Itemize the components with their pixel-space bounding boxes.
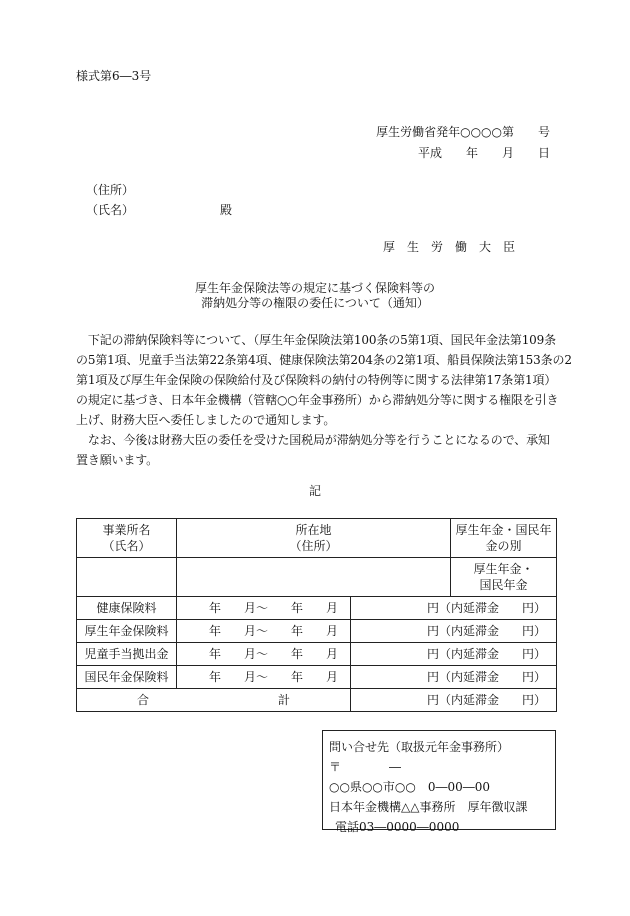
header-location-line2: （住所）: [289, 539, 338, 553]
row-amount: 円（内延滞金 円）: [351, 643, 557, 666]
type-value: [451, 558, 557, 597]
issuer: 厚 生 労 働 大 臣: [383, 240, 516, 254]
table-row: [77, 597, 557, 620]
type-value-line2: 国民年金: [479, 578, 528, 592]
body-line: 第1項及び厚生年金保険の保険給付及び保険料の納付の特例等に関する法律第17条第1項）: [76, 373, 557, 387]
header-location-line1: 所在地: [295, 523, 332, 537]
row-period: 年 月～ 年 月: [177, 643, 351, 666]
header-location: [177, 519, 451, 558]
type-value-line1: 厚生年金・: [473, 562, 534, 576]
table-row: [77, 620, 557, 643]
header-type: [451, 519, 557, 558]
location-value: [177, 558, 451, 597]
body-line: 下記の滞納保険料等について、（厚生年金保険法第100条の5第1項、国民年金法第109条: [76, 333, 557, 347]
row-label: 厚生年金保険料: [77, 620, 177, 643]
table-row: [77, 666, 557, 689]
issue-date: 平成 年 月 日: [417, 146, 550, 160]
row-label: 健康保険料: [77, 597, 177, 620]
contact-org: 日本年金機構△△事務所 厚年徴収課: [329, 800, 528, 814]
ki-heading: 記: [308, 484, 321, 498]
row-label: 国民年金保険料: [77, 666, 177, 689]
row-amount: 円（内延滞金 円）: [351, 620, 557, 643]
header-office-line2: （氏名）: [102, 539, 151, 553]
honorific: 殿: [220, 203, 233, 217]
recipient-name-label: （氏名）: [86, 203, 135, 217]
row-period: 年 月～ 年 月: [177, 666, 351, 689]
total-label: 合 計: [77, 689, 351, 712]
header-type-line1: 厚生年金・国民年: [455, 523, 552, 537]
body-line: なお、今後は財務大臣の委任を受けた国税局が滞納処分等を行うことになるので、承知: [76, 433, 550, 447]
body-line: 置き願います。: [76, 453, 158, 467]
row-amount: 円（内延滞金 円）: [351, 666, 557, 689]
contact-box: [322, 730, 556, 834]
row-period: 年 月～ 年 月: [177, 597, 351, 620]
row-amount: 円（内延滞金 円）: [351, 597, 557, 620]
row-period: 年 月～ 年 月: [177, 620, 351, 643]
form-number: 様式第6―3号: [76, 69, 152, 83]
row-label: 児童手当拠出金: [77, 643, 177, 666]
arrears-table: [76, 518, 557, 712]
contact-address: ○○県○○市○○ 0―00―00: [329, 780, 490, 794]
body-line: の規定に基づき、日本年金機構（管轄○○年金事務所）から滞納処分等に関する権限を引き: [76, 393, 559, 407]
table-row: [77, 643, 557, 666]
office-value: [77, 558, 177, 597]
recipient-address-label: （住所）: [86, 183, 135, 197]
header-type-line2: 金の別: [485, 539, 522, 553]
title-line-1: 厚生年金保険法等の規定に基づく保険料等の: [194, 281, 435, 295]
title-line-2: 滞納処分等の権限の委任について（通知）: [201, 296, 429, 310]
contact-title: 問い合せ先（取扱元年金事務所）: [329, 740, 510, 754]
total-row: [77, 689, 557, 712]
contact-postal: 〒 ―: [329, 760, 402, 774]
body-line: の5第1項、児童手当法第22条第4項、健康保険法第204条の2第1項、船員保険法第153条の2: [76, 353, 572, 367]
header-office: [77, 519, 177, 558]
contact-phone: 電話03―0000―0000: [335, 820, 460, 834]
notice-body: [76, 330, 572, 470]
document-number: 厚生労働省発年○○○○第 号: [376, 125, 550, 139]
header-office-line1: 事業所名: [102, 523, 151, 537]
total-amount: 円（内延滞金 円）: [351, 689, 557, 712]
body-line: 上げ、財務大臣へ委任しましたので通知します。: [76, 413, 336, 427]
